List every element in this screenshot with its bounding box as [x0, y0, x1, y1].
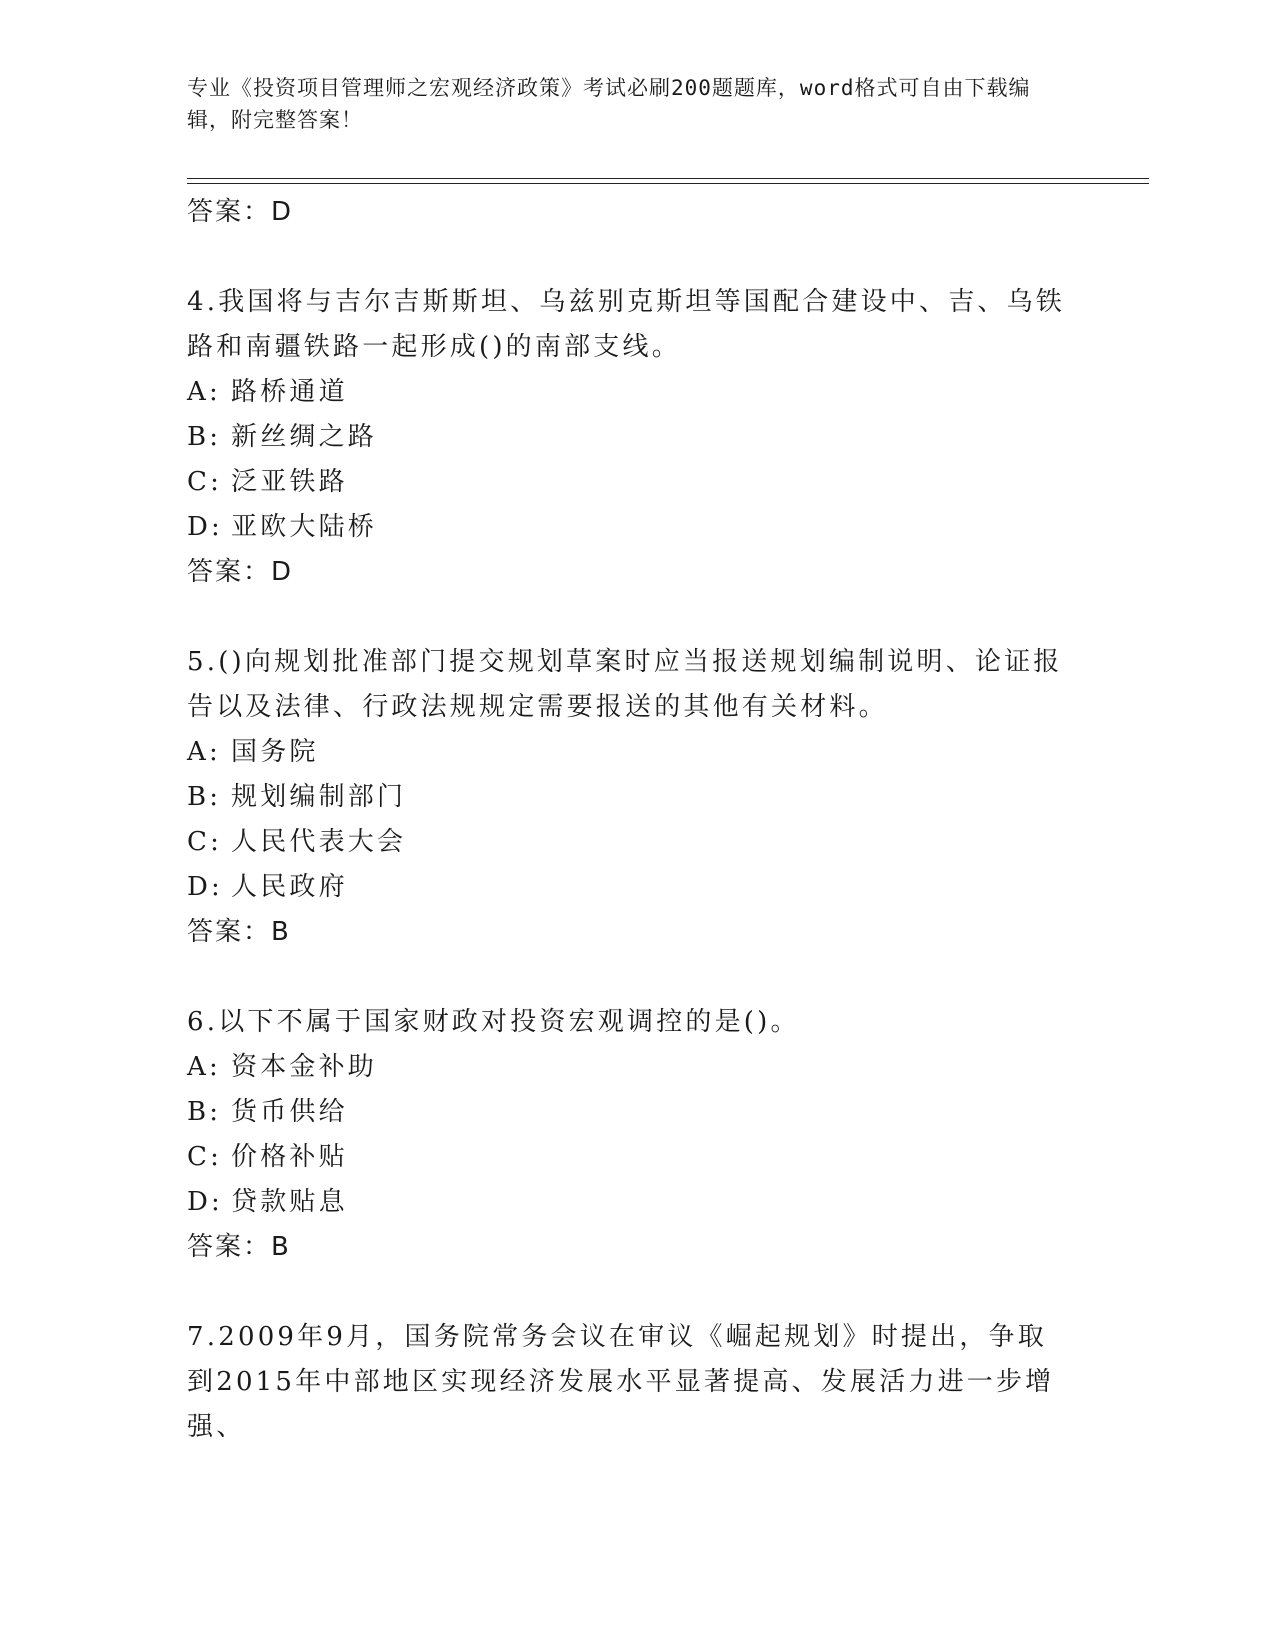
option-a — [187, 730, 1067, 775]
option-c — [187, 460, 1067, 505]
option-letter: D: — [187, 512, 224, 542]
option-letter: B: — [187, 422, 222, 452]
answer-line: 答案：D — [187, 197, 294, 227]
option-text: 规划编制部门 — [231, 782, 407, 812]
question-text: 5.()向规划批准部门提交规划草案时应当报送规划编制说明、论证报告以及法律、行政法规规定需要报送的其他有关材料。 — [187, 647, 1063, 722]
option-d — [187, 1180, 1067, 1225]
option-letter: B: — [187, 782, 222, 812]
question-item — [187, 1000, 1067, 1270]
option-letter: A: — [187, 377, 221, 407]
option-d — [187, 865, 1067, 910]
option-b — [187, 1090, 1067, 1135]
option-b — [187, 775, 1067, 820]
option-text: 泛亚铁路 — [231, 467, 348, 497]
option-b — [187, 415, 1067, 460]
answer-line: 答案：B — [187, 917, 291, 947]
option-letter: A: — [187, 737, 221, 767]
option-letter: C: — [187, 467, 223, 497]
option-c — [187, 820, 1067, 865]
option-text: 人民代表大会 — [231, 827, 407, 857]
option-text: 资本金补助 — [231, 1052, 378, 1082]
option-text: 货币供给 — [231, 1097, 348, 1127]
header-rule-top — [187, 178, 1149, 179]
option-text: 亚欧大陆桥 — [231, 512, 378, 542]
option-letter: C: — [187, 827, 223, 857]
option-letter: D: — [187, 1187, 224, 1217]
header-rule-bottom — [187, 183, 1149, 184]
option-text: 价格补贴 — [231, 1142, 348, 1172]
option-text: 国务院 — [231, 737, 319, 767]
question-text: 6.以下不属于国家财政对投资宏观调控的是()。 — [187, 1007, 800, 1037]
option-text: 新丝绸之路 — [231, 422, 378, 452]
option-letter: D: — [187, 872, 224, 902]
option-letter: C: — [187, 1142, 223, 1172]
option-a — [187, 370, 1067, 415]
option-text: 贷款贴息 — [231, 1187, 348, 1217]
question-item — [187, 1315, 1067, 1450]
answer-line: 答案：B — [187, 1232, 291, 1262]
question-item — [187, 640, 1067, 955]
question-list — [187, 190, 1067, 1450]
option-text: 路桥通道 — [231, 377, 348, 407]
option-letter: B: — [187, 1097, 222, 1127]
option-c — [187, 1135, 1067, 1180]
option-letter: A: — [187, 1052, 221, 1082]
answer-line: 答案：D — [187, 557, 294, 587]
question-text: 4.我国将与吉尔吉斯斯坦、乌兹别克斯坦等国配合建设中、吉、乌铁路和南疆铁路一起形成()的南部支线。 — [187, 287, 1066, 362]
question-text: 7.2009年9月，国务院常务会议在审议《崛起规划》时提出，争取到2015年中部地区实现经济发展水平显著提高、发展活力进一步增强、 — [187, 1322, 1055, 1442]
page-header: 专业《投资项目管理师之宏观经济政策》考试必刷200题题库，word格式可自由下载编辑，附完整答案！ — [187, 76, 1031, 132]
option-a — [187, 1045, 1067, 1090]
option-text: 人民政府 — [231, 872, 348, 902]
question-item — [187, 280, 1067, 595]
option-d — [187, 505, 1067, 550]
